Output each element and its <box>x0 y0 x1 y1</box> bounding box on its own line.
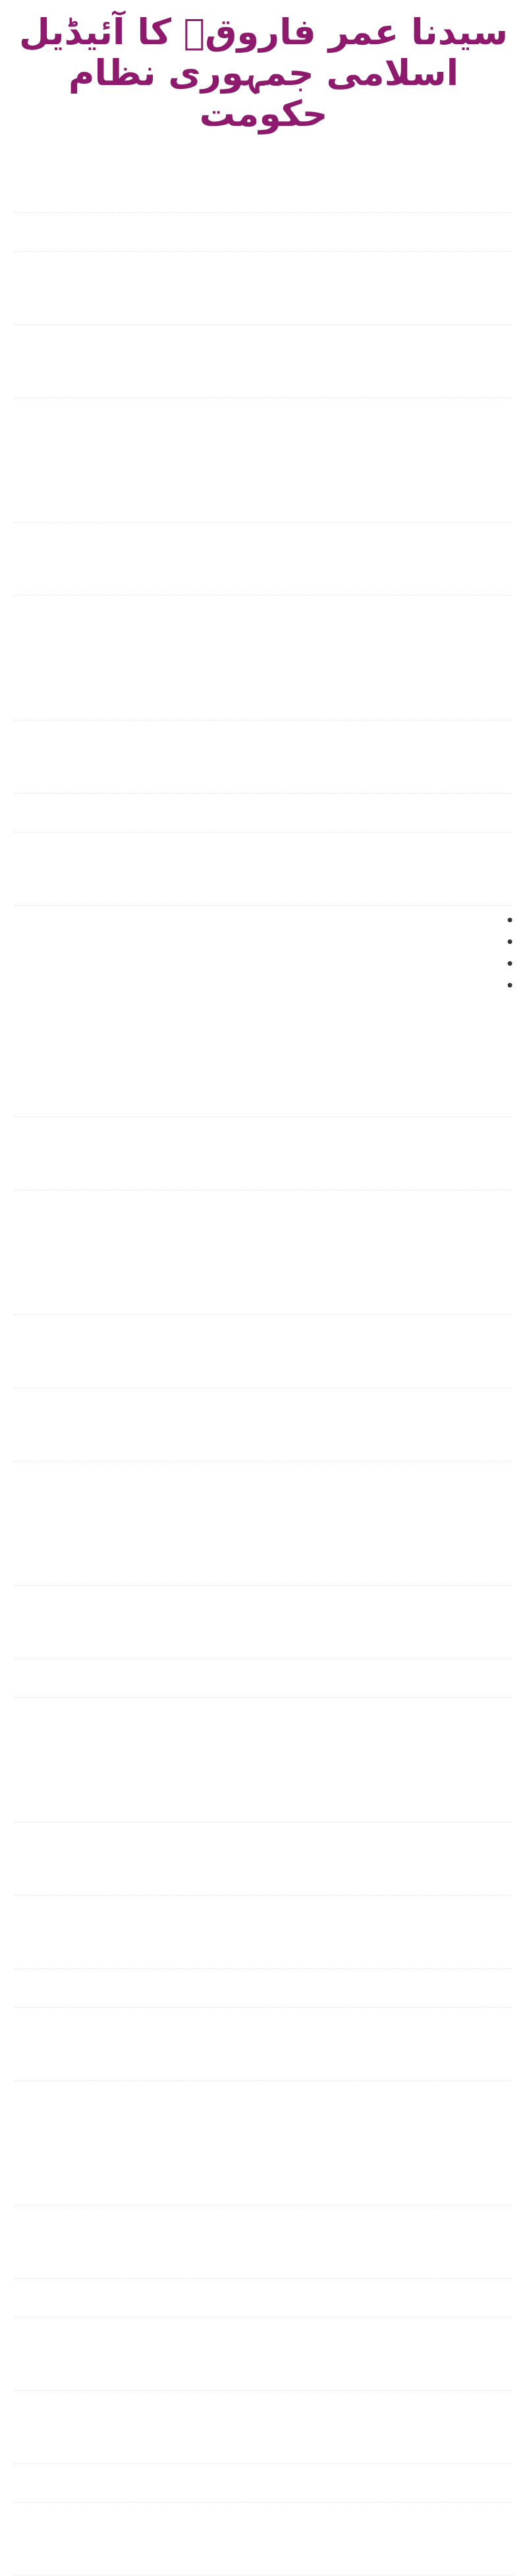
paragraph <box>14 256 513 325</box>
paragraph <box>14 997 513 1117</box>
paragraph <box>14 1465 513 1586</box>
paragraph <box>14 527 513 596</box>
paragraph <box>14 1827 513 1896</box>
paragraph <box>14 402 513 523</box>
list-item <box>14 910 513 929</box>
paragraph <box>14 1900 513 1969</box>
paragraph <box>14 2283 513 2318</box>
paragraph <box>14 2210 513 2279</box>
paragraph <box>14 836 513 906</box>
list-item <box>14 975 513 994</box>
paragraph <box>14 2395 513 2464</box>
article-headline: سیدنا عمر فاروقؓ کا آئیڈیل اسلامی جمہوری نظام حکومت <box>19 11 508 135</box>
paragraph <box>14 144 513 213</box>
paragraph <box>14 2012 513 2081</box>
paragraph <box>14 2085 513 2206</box>
paragraph <box>14 329 513 398</box>
paragraph <box>14 600 513 720</box>
paragraph <box>14 1194 513 1315</box>
paragraph <box>14 217 513 252</box>
paragraph <box>14 1973 513 2008</box>
paragraph <box>14 798 513 833</box>
list-item <box>14 953 513 972</box>
paragraph <box>14 1392 513 1461</box>
paragraph <box>14 2507 513 2576</box>
paragraph <box>14 1702 513 1823</box>
list-item <box>14 931 513 951</box>
paragraph <box>14 724 513 794</box>
paragraph <box>14 2468 513 2503</box>
paragraph <box>14 1121 513 1190</box>
paragraph <box>14 1319 513 1388</box>
paragraph <box>14 1590 513 1659</box>
paragraph <box>14 1663 513 1698</box>
paragraph <box>14 2322 513 2391</box>
article-body <box>14 144 513 2576</box>
